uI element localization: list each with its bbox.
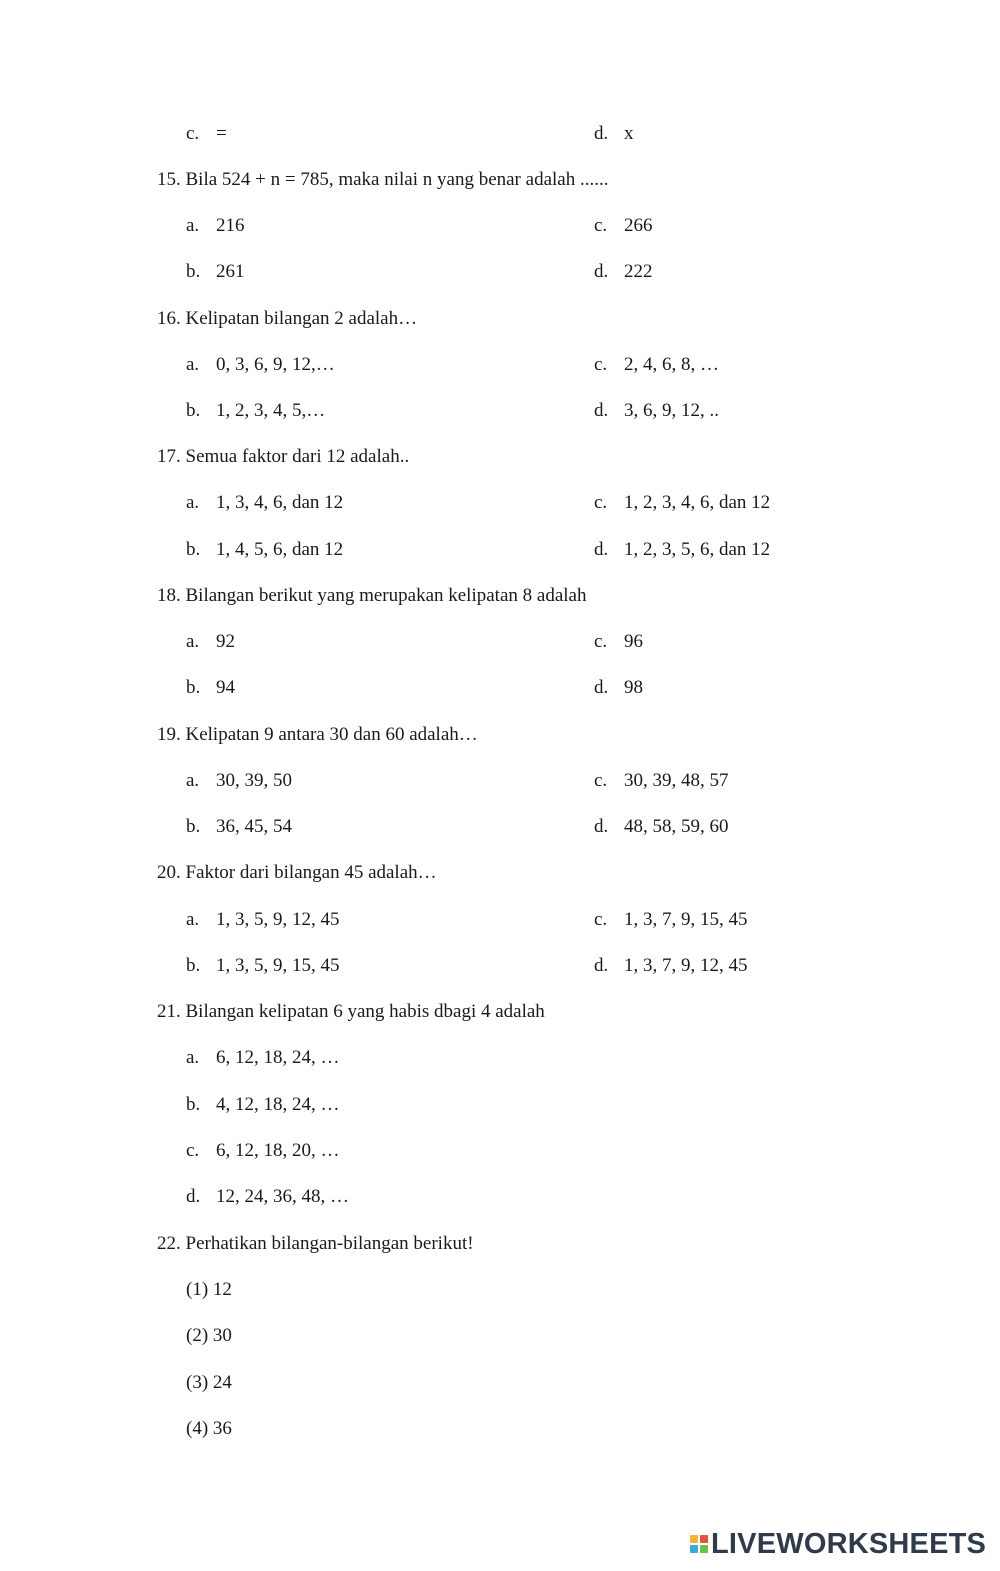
option-text: x: [624, 123, 634, 144]
question-21: [157, 1000, 545, 1024]
option-c-q15[interactable]: [594, 214, 653, 238]
option-text: 6, 12, 18, 24, …: [216, 1047, 340, 1068]
option-text: 222: [624, 261, 653, 282]
option-text: 261: [216, 261, 245, 282]
option-letter: d.: [594, 400, 609, 421]
question-19: [157, 723, 478, 747]
question-number: 17.: [157, 446, 181, 467]
option-text: 96: [624, 631, 643, 652]
option-text: =: [216, 123, 227, 144]
item-value: 36: [212, 1418, 232, 1439]
option-text: 94: [216, 677, 235, 698]
list-item: [186, 1371, 232, 1395]
option-d-q18[interactable]: [594, 676, 643, 700]
logo-square-1: [690, 1535, 698, 1543]
question-18: [157, 584, 586, 608]
option-b-q15[interactable]: [186, 260, 245, 284]
item-value: 30: [212, 1325, 232, 1346]
option-c-q20[interactable]: [594, 908, 748, 932]
option-letter: a.: [186, 909, 200, 930]
logo-square-3: [690, 1545, 698, 1553]
option-b-q18[interactable]: [186, 676, 235, 700]
option-d-q17[interactable]: [594, 538, 770, 562]
option-c-q17[interactable]: [594, 491, 770, 515]
option-letter: d.: [594, 261, 609, 282]
option-c-q18[interactable]: [594, 630, 643, 654]
option-text: 1, 3, 7, 9, 12, 45: [624, 955, 748, 976]
option-letter: c.: [186, 1140, 200, 1161]
option-a-q15[interactable]: [186, 214, 245, 238]
option-text: 3, 6, 9, 12, ..: [624, 400, 719, 421]
option-b-q17[interactable]: [186, 538, 343, 562]
option-a-q21[interactable]: [186, 1046, 340, 1070]
question-number: 16.: [157, 308, 181, 329]
option-letter: a.: [186, 1047, 200, 1068]
option-c-q16[interactable]: [594, 353, 719, 377]
option-text: 48, 58, 59, 60: [624, 816, 729, 837]
question-number: 22.: [157, 1233, 181, 1254]
option-letter: c.: [594, 631, 608, 652]
item-label: (1): [186, 1279, 209, 1300]
option-d-q20[interactable]: [594, 954, 748, 978]
option-text: 36, 45, 54: [216, 816, 292, 837]
question-text: Kelipatan bilangan 2 adalah…: [185, 308, 418, 329]
option-letter: d.: [186, 1186, 201, 1207]
option-letter: a.: [186, 492, 200, 513]
question-number: 15.: [157, 169, 181, 190]
option-letter: a.: [186, 770, 200, 791]
option-text: 1, 3, 5, 9, 15, 45: [216, 955, 340, 976]
question-15: [157, 168, 608, 192]
option-text: 1, 2, 3, 4, 6, dan 12: [624, 492, 771, 513]
option-text: 1, 2, 3, 5, 6, dan 12: [624, 539, 771, 560]
question-text: Semua faktor dari 12 adalah..: [185, 446, 410, 467]
option-a-q20[interactable]: [186, 908, 340, 932]
option-letter: c.: [594, 909, 608, 930]
question-number: 20.: [157, 862, 181, 883]
question-number: 18.: [157, 585, 181, 606]
option-text: 30, 39, 50: [216, 770, 292, 791]
option-letter: a.: [186, 354, 200, 375]
option-text: 12, 24, 36, 48, …: [216, 1186, 349, 1207]
option-letter: c.: [594, 354, 608, 375]
option-a-q16[interactable]: [186, 353, 335, 377]
option-a-q19[interactable]: [186, 769, 292, 793]
item-value: 24: [212, 1372, 232, 1393]
item-value: 12: [212, 1279, 232, 1300]
option-letter: b.: [186, 955, 201, 976]
option-letter: d.: [594, 955, 609, 976]
question-text: Faktor dari bilangan 45 adalah…: [185, 862, 437, 883]
item-label: (2): [186, 1325, 209, 1346]
option-c-q19[interactable]: [594, 769, 729, 793]
option-b-q19[interactable]: [186, 815, 292, 839]
option-text: 92: [216, 631, 235, 652]
option-c-q14[interactable]: [186, 122, 227, 146]
item-label: (4): [186, 1418, 209, 1439]
option-letter: c.: [594, 215, 608, 236]
liveworksheets-logo: [690, 1527, 986, 1561]
option-d-q21[interactable]: [186, 1185, 349, 1209]
logo-text: LIVEWORKSHEETS: [711, 1527, 987, 1560]
question-16: [157, 307, 417, 331]
option-b-q16[interactable]: [186, 399, 325, 423]
option-d-q15[interactable]: [594, 260, 653, 284]
option-text: 266: [624, 215, 653, 236]
item-label: (3): [186, 1372, 209, 1393]
option-text: 30, 39, 48, 57: [624, 770, 729, 791]
question-text: Kelipatan 9 antara 30 dan 60 adalah…: [185, 724, 478, 745]
option-a-q17[interactable]: [186, 491, 343, 515]
question-17: [157, 445, 409, 469]
option-letter: d.: [594, 123, 609, 144]
option-b-q21[interactable]: [186, 1093, 340, 1117]
option-letter: b.: [186, 539, 201, 560]
option-letter: d.: [594, 816, 609, 837]
option-b-q20[interactable]: [186, 954, 340, 978]
list-item: [186, 1278, 232, 1302]
option-letter: b.: [186, 816, 201, 837]
logo-square-2: [700, 1535, 708, 1543]
option-letter: a.: [186, 215, 200, 236]
logo-square-4: [700, 1545, 708, 1553]
option-text: 216: [216, 215, 245, 236]
option-letter: b.: [186, 261, 201, 282]
option-d-q19[interactable]: [594, 815, 729, 839]
list-item: [186, 1324, 232, 1348]
option-d-q14[interactable]: [594, 122, 634, 146]
list-item: [186, 1417, 232, 1441]
option-text: 1, 3, 4, 6, dan 12: [216, 492, 344, 513]
question-20: [157, 861, 437, 885]
question-text: Bila 524 + n = 785, maka nilai n yang benar adalah ......: [185, 169, 609, 190]
liveworksheets-logo-icon: [690, 1535, 708, 1553]
option-letter: b.: [186, 677, 201, 698]
option-text: 1, 4, 5, 6, dan 12: [216, 539, 344, 560]
option-letter: c.: [594, 770, 608, 791]
option-a-q18[interactable]: [186, 630, 235, 654]
question-text: Bilangan kelipatan 6 yang habis dbagi 4 adalah: [185, 1001, 545, 1022]
question-22: [157, 1232, 474, 1256]
question-number: 19.: [157, 724, 181, 745]
option-letter: c.: [594, 492, 608, 513]
option-text: 1, 3, 5, 9, 12, 45: [216, 909, 340, 930]
option-text: 6, 12, 18, 20, …: [216, 1140, 340, 1161]
option-text: 98: [624, 677, 643, 698]
question-text: Perhatikan bilangan-bilangan berikut!: [185, 1233, 474, 1254]
option-c-q21[interactable]: [186, 1139, 340, 1163]
question-number: 21.: [157, 1001, 181, 1022]
option-text: 0, 3, 6, 9, 12,…: [216, 354, 335, 375]
option-d-q16[interactable]: [594, 399, 719, 423]
option-letter: c.: [186, 123, 200, 144]
option-letter: b.: [186, 1094, 201, 1115]
option-text: 1, 2, 3, 4, 5,…: [216, 400, 326, 421]
option-text: 4, 12, 18, 24, …: [216, 1094, 340, 1115]
option-letter: d.: [594, 539, 609, 560]
option-text: 2, 4, 6, 8, …: [624, 354, 719, 375]
option-letter: a.: [186, 631, 200, 652]
option-letter: b.: [186, 400, 201, 421]
option-letter: d.: [594, 677, 609, 698]
option-text: 1, 3, 7, 9, 15, 45: [624, 909, 748, 930]
question-text: Bilangan berikut yang merupakan kelipatan 8 adalah: [185, 585, 587, 606]
